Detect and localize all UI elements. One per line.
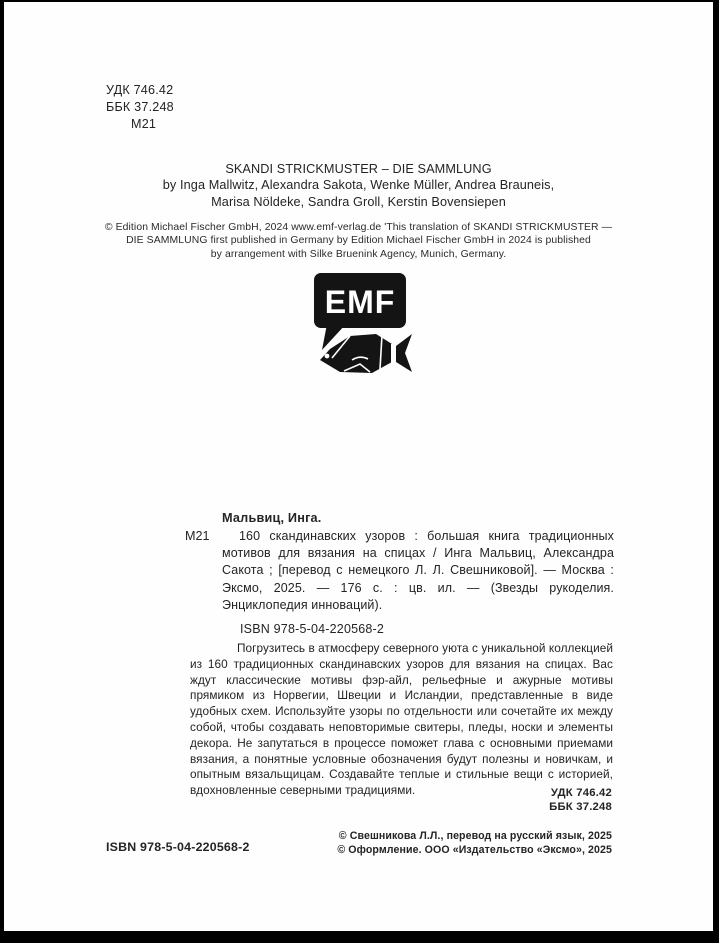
authors-line-2: Marisa Nöldeke, Sandra Groll, Kerstin Bovensiepen <box>211 194 506 209</box>
page-body <box>4 2 713 931</box>
author-sign: М21 <box>131 117 157 131</box>
catalog-author-sign: М21 <box>185 529 210 543</box>
edition-notice-line: by arrangement with Silke Bruenink Agency, Munich, Germany. <box>210 248 507 260</box>
fish-icon <box>320 334 412 373</box>
edition-notice-line: © Edition Michael Fischer GmbH, 2024 www.emf-verlag.de 'This translation of SKANDI STRICKMUSTER — <box>104 222 613 233</box>
bbk-code: ББК 37.248 <box>106 100 174 114</box>
bbk-code-bottom: ББК 37.248 <box>549 801 612 814</box>
catalog-isbn: ISBN 978-5-04-220568-2 <box>240 622 385 636</box>
copyright-design: © Оформление. ООО «Издательство «Эксмо», 2025 <box>337 844 612 857</box>
footer-isbn: ISBN 978-5-04-220568-2 <box>106 840 250 854</box>
top-classification-codes <box>106 82 174 133</box>
edition-notice <box>4 221 713 261</box>
original-title: SKANDI STRICKMUSTER – DIE SAMMLUNG <box>225 162 492 176</box>
copyright-translation: © Свешникова Л.Л., перевод на русский язык, 2025 <box>338 830 612 842</box>
catalog-description: 160 скандинавских узоров : большая книга традиционных мотивов для вязания на спицах / Инга Мальвиц, Александра Сакота ; [перевод с немецкого Л. Л. Свешниковой]. — Москва : Эксмо, 2025. — 176 с. : цв. ил. — (Звезды рукоделия. Энциклопедия инноваций). <box>222 529 614 612</box>
bottom-classification-codes <box>549 786 612 815</box>
edition-notice-line: DIE SAMMLUNG first published in Germany by Edition Michael Fischer GmbH in 2024 is published <box>126 235 591 247</box>
annotation-paragraph: Погрузитесь в атмосферу северного уюта с уникальной коллекцией из 160 традиционных скандинавских узоров для вязания на спицах. Вас ждут классические мотивы фэр-айл, рельефные и ажурные мотивы прямиком из Норвегии, Швеции и Исландии, представленные в виде удобных схем. Используйте узоры по отдельности или сочетайте их между собой, чтобы создавать неповторимые свитеры, пледы, носки и элементы декора. Не запутаться в процессе поможет глава с основными приемами вязания, а понятные условные обозначения будут полезны и новичкам, и опытным вязальщицам. Создавайте теплые и стильные вещи с историей, вдохновленные северными традициями. <box>190 641 613 798</box>
udk-code: УДК 746.42 <box>106 83 174 97</box>
catalog-author-heading: Мальвиц, Инга. <box>222 511 322 525</box>
original-title-block <box>4 161 713 210</box>
authors-line-1: by Inga Mallwitz, Alexandra Sakota, Wenke Müller, Andrea Brauneis, <box>162 178 555 193</box>
emf-logo-text: EMF <box>324 284 396 320</box>
footer-copyright-block <box>337 829 612 857</box>
udk-code-bottom: УДК 746.42 <box>550 787 612 799</box>
emf-publisher-logo <box>310 272 414 386</box>
